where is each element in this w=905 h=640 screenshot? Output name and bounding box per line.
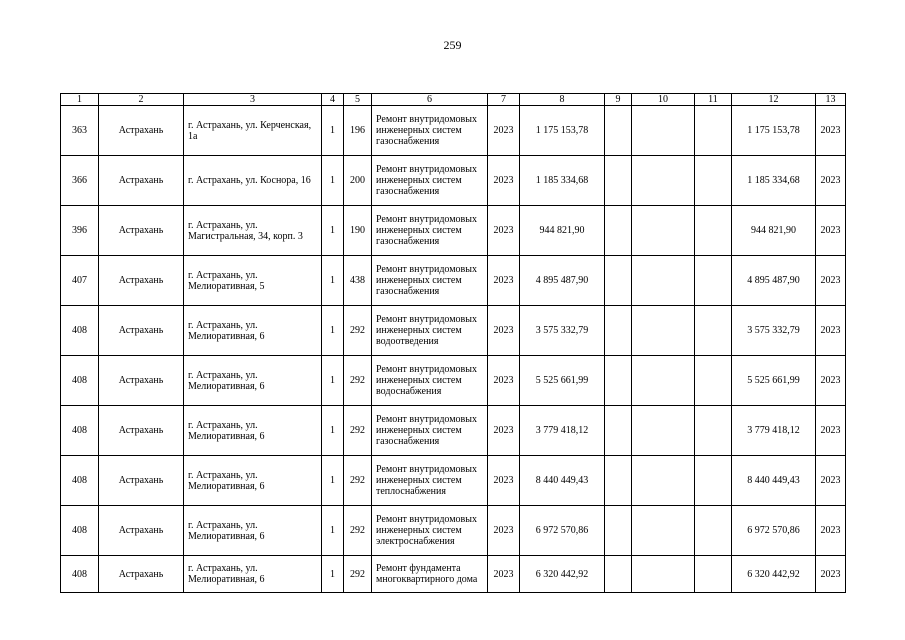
column-number-6: 6	[372, 94, 488, 106]
col5-cell: 292	[344, 356, 372, 406]
amount-cell: 6 972 570,86	[520, 506, 605, 556]
city-cell: Астрахань	[99, 206, 184, 256]
total-cell: 944 821,90	[732, 206, 816, 256]
col5-cell: 292	[344, 556, 372, 593]
col10-cell	[632, 556, 695, 593]
total-cell: 4 895 487,90	[732, 256, 816, 306]
table-row	[61, 156, 846, 206]
col10-cell	[632, 456, 695, 506]
address-cell: г. Астрахань, ул. Мелиоративная, 6	[184, 406, 322, 456]
col5-cell: 190	[344, 206, 372, 256]
total-cell: 5 525 661,99	[732, 356, 816, 406]
col5-cell: 438	[344, 256, 372, 306]
col4-cell: 1	[322, 106, 344, 156]
end-year-cell: 2023	[816, 556, 846, 593]
year-cell: 2023	[488, 406, 520, 456]
col9-cell	[605, 406, 632, 456]
column-number-10: 10	[632, 94, 695, 106]
col5-cell: 196	[344, 106, 372, 156]
amount-cell: 3 575 332,79	[520, 306, 605, 356]
row-number: 408	[61, 456, 99, 506]
col11-cell	[695, 506, 732, 556]
work-type-cell: Ремонт внутридомовых инженерных систем водоотведения	[372, 306, 488, 356]
column-number-8: 8	[520, 94, 605, 106]
city-cell: Астрахань	[99, 406, 184, 456]
work-type-cell: Ремонт внутридомовых инженерных систем газоснабжения	[372, 256, 488, 306]
work-type-cell: Ремонт внутридомовых инженерных систем теплоснабжения	[372, 456, 488, 506]
end-year-cell: 2023	[816, 106, 846, 156]
address-cell: г. Астрахань, ул. Мелиоративная, 5	[184, 256, 322, 306]
amount-cell: 5 525 661,99	[520, 356, 605, 406]
year-cell: 2023	[488, 106, 520, 156]
col9-cell	[605, 256, 632, 306]
city-cell: Астрахань	[99, 106, 184, 156]
row-number: 366	[61, 156, 99, 206]
year-cell: 2023	[488, 256, 520, 306]
col4-cell: 1	[322, 406, 344, 456]
page-number: 259	[443, 38, 462, 52]
col5-cell: 200	[344, 156, 372, 206]
column-number-3: 3	[184, 94, 322, 106]
table-row	[61, 506, 846, 556]
year-cell: 2023	[488, 356, 520, 406]
table-row	[61, 106, 846, 156]
table-row	[61, 256, 846, 306]
col10-cell	[632, 306, 695, 356]
amount-cell: 6 320 442,92	[520, 556, 605, 593]
col4-cell: 1	[322, 506, 344, 556]
table-row	[61, 356, 846, 406]
amount-cell: 8 440 449,43	[520, 456, 605, 506]
end-year-cell: 2023	[816, 306, 846, 356]
year-cell: 2023	[488, 306, 520, 356]
col4-cell: 1	[322, 356, 344, 406]
address-cell: г. Астрахань, ул. Мелиоративная, 6	[184, 506, 322, 556]
total-cell: 1 185 334,68	[732, 156, 816, 206]
amount-cell: 1 175 153,78	[520, 106, 605, 156]
column-number-1: 1	[61, 94, 99, 106]
end-year-cell: 2023	[816, 256, 846, 306]
work-type-cell: Ремонт внутридомовых инженерных систем газоснабжения	[372, 406, 488, 456]
address-cell: г. Астрахань, ул. Мелиоративная, 6	[184, 456, 322, 506]
column-number-13: 13	[816, 94, 846, 106]
col9-cell	[605, 456, 632, 506]
col4-cell: 1	[322, 256, 344, 306]
col9-cell	[605, 306, 632, 356]
col5-cell: 292	[344, 406, 372, 456]
col9-cell	[605, 206, 632, 256]
column-number-2: 2	[99, 94, 184, 106]
col10-cell	[632, 356, 695, 406]
col10-cell	[632, 206, 695, 256]
city-cell: Астрахань	[99, 506, 184, 556]
col5-cell: 292	[344, 456, 372, 506]
year-cell: 2023	[488, 156, 520, 206]
city-cell: Астрахань	[99, 456, 184, 506]
col10-cell	[632, 106, 695, 156]
table-row	[61, 206, 846, 256]
row-number: 408	[61, 356, 99, 406]
end-year-cell: 2023	[816, 356, 846, 406]
column-number-12: 12	[732, 94, 816, 106]
row-number: 363	[61, 106, 99, 156]
col10-cell	[632, 506, 695, 556]
col11-cell	[695, 406, 732, 456]
amount-cell: 944 821,90	[520, 206, 605, 256]
col11-cell	[695, 556, 732, 593]
end-year-cell: 2023	[816, 406, 846, 456]
work-type-cell: Ремонт внутридомовых инженерных систем электроснабжения	[372, 506, 488, 556]
year-cell: 2023	[488, 456, 520, 506]
amount-cell: 1 185 334,68	[520, 156, 605, 206]
table-row	[61, 556, 846, 593]
total-cell: 1 175 153,78	[732, 106, 816, 156]
column-number-row	[61, 94, 846, 106]
address-cell: г. Астрахань, ул. Коснора, 16	[184, 156, 322, 206]
column-number-5: 5	[344, 94, 372, 106]
col11-cell	[695, 106, 732, 156]
col4-cell: 1	[322, 156, 344, 206]
col5-cell: 292	[344, 306, 372, 356]
table-row	[61, 406, 846, 456]
work-type-cell: Ремонт внутридомовых инженерных систем газоснабжения	[372, 156, 488, 206]
amount-cell: 3 779 418,12	[520, 406, 605, 456]
col10-cell	[632, 406, 695, 456]
total-cell: 3 779 418,12	[732, 406, 816, 456]
city-cell: Астрахань	[99, 256, 184, 306]
address-cell: г. Астрахань, ул. Мелиоративная, 6	[184, 306, 322, 356]
table-row	[61, 456, 846, 506]
city-cell: Астрахань	[99, 306, 184, 356]
city-cell: Астрахань	[99, 556, 184, 593]
col11-cell	[695, 306, 732, 356]
end-year-cell: 2023	[816, 206, 846, 256]
col9-cell	[605, 356, 632, 406]
address-cell: г. Астрахань, ул. Магистральная, 34, корп. 3	[184, 206, 322, 256]
col9-cell	[605, 506, 632, 556]
col4-cell: 1	[322, 556, 344, 593]
col11-cell	[695, 206, 732, 256]
col11-cell	[695, 356, 732, 406]
column-number-11: 11	[695, 94, 732, 106]
row-number: 407	[61, 256, 99, 306]
col5-cell: 292	[344, 506, 372, 556]
year-cell: 2023	[488, 556, 520, 593]
col9-cell	[605, 556, 632, 593]
col4-cell: 1	[322, 306, 344, 356]
col9-cell	[605, 156, 632, 206]
col11-cell	[695, 456, 732, 506]
col11-cell	[695, 156, 732, 206]
city-cell: Астрахань	[99, 356, 184, 406]
end-year-cell: 2023	[816, 156, 846, 206]
end-year-cell: 2023	[816, 506, 846, 556]
column-number-9: 9	[605, 94, 632, 106]
row-number: 408	[61, 406, 99, 456]
table-row	[61, 306, 846, 356]
city-cell: Астрахань	[99, 156, 184, 206]
col4-cell: 1	[322, 456, 344, 506]
row-number: 408	[61, 556, 99, 593]
row-number: 396	[61, 206, 99, 256]
address-cell: г. Астрахань, ул. Мелиоративная, 6	[184, 556, 322, 593]
total-cell: 6 972 570,86	[732, 506, 816, 556]
work-type-cell: Ремонт фундамента многоквартирного дома	[372, 556, 488, 593]
col10-cell	[632, 156, 695, 206]
address-cell: г. Астрахань, ул. Керченская, 1а	[184, 106, 322, 156]
works-table	[60, 93, 846, 593]
work-type-cell: Ремонт внутридомовых инженерных систем газоснабжения	[372, 206, 488, 256]
col4-cell: 1	[322, 206, 344, 256]
address-cell: г. Астрахань, ул. Мелиоративная, 6	[184, 356, 322, 406]
work-type-cell: Ремонт внутридомовых инженерных систем водоснабжения	[372, 356, 488, 406]
amount-cell: 4 895 487,90	[520, 256, 605, 306]
col11-cell	[695, 256, 732, 306]
end-year-cell: 2023	[816, 456, 846, 506]
col9-cell	[605, 106, 632, 156]
year-cell: 2023	[488, 506, 520, 556]
col10-cell	[632, 256, 695, 306]
column-number-7: 7	[488, 94, 520, 106]
total-cell: 6 320 442,92	[732, 556, 816, 593]
total-cell: 8 440 449,43	[732, 456, 816, 506]
total-cell: 3 575 332,79	[732, 306, 816, 356]
row-number: 408	[61, 306, 99, 356]
year-cell: 2023	[488, 206, 520, 256]
row-number: 408	[61, 506, 99, 556]
work-type-cell: Ремонт внутридомовых инженерных систем газоснабжения	[372, 106, 488, 156]
column-number-4: 4	[322, 94, 344, 106]
